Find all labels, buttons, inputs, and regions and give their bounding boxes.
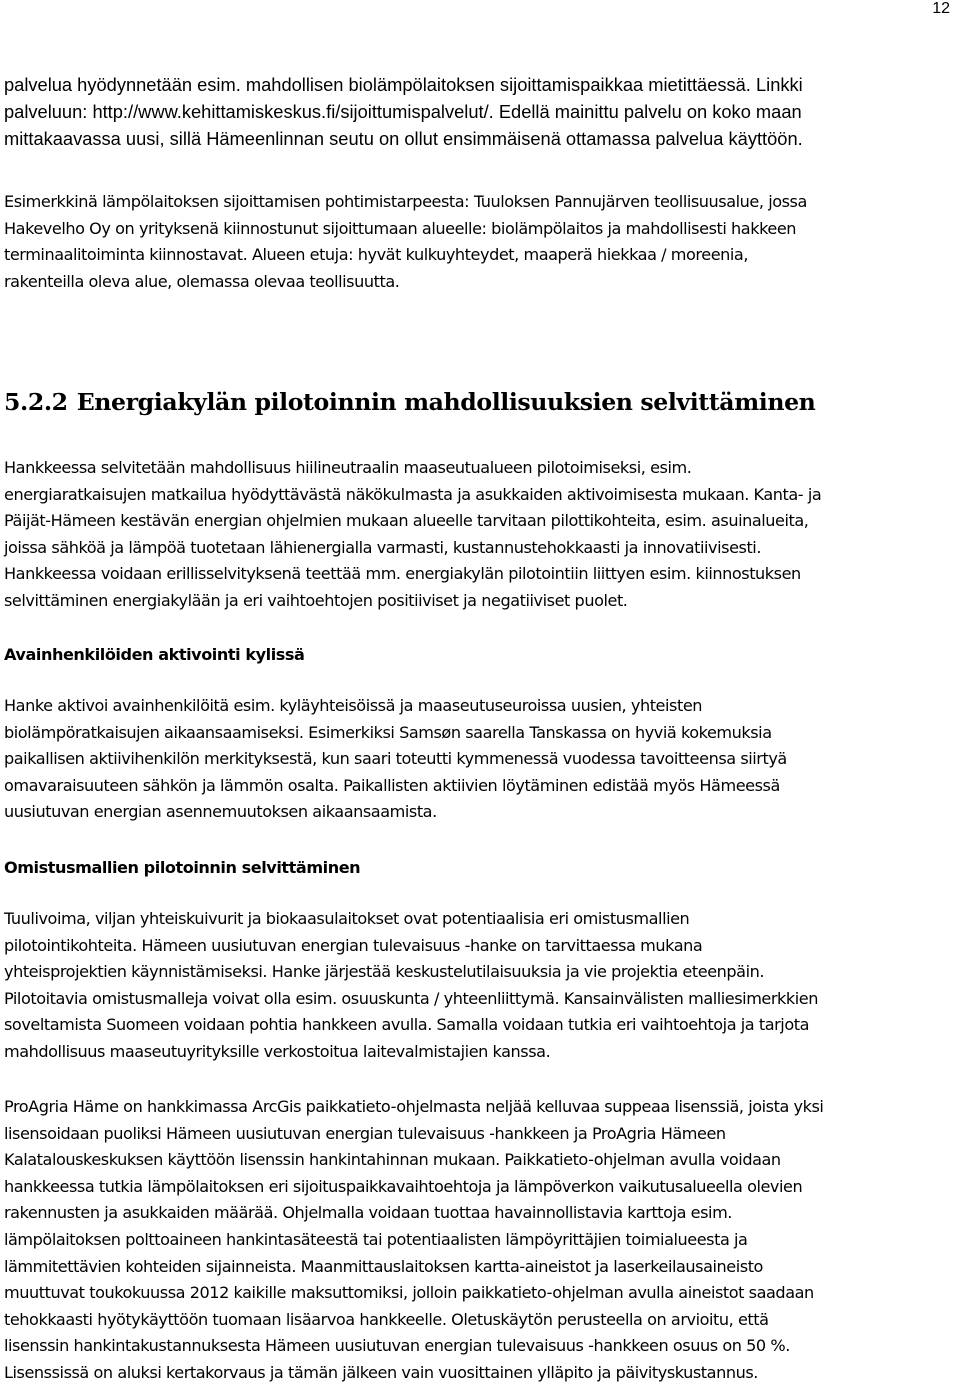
paragraph-line: joissa sähköä ja lämpöä tuotetaan lähienergialla varmasti, kustannustehokkaasti ja innovatiivisesti.: [4, 537, 761, 557]
paragraph-line: soveltamista Suomeen voidaan pohtia hankkeen avulla. Samalla voidaan tutkia eri vaihtoehtoja ja tarjota: [4, 1015, 809, 1035]
paragraph-line: tehokkaasti hyötykäyttöön tuomaan lisäarvoa hankkeelle. Oletuskäytön perusteella on arvioitu, että: [4, 1309, 769, 1329]
paragraph-line: muuttuvat toukokuussa 2012 kaikille maksuttomiksi, jolloin paikkatieto-ohjelman avulla aineistot saadaan: [4, 1283, 814, 1303]
section-number: 5.2.2: [4, 388, 68, 416]
paragraph-line: paikallisen aktiivihenkilön merkityksestä, kun saari toteutti kymmenessä vuodessa tavoitteensa siirtyä: [4, 749, 787, 769]
page-number: 12: [932, 0, 950, 17]
paragraph-line: Hankkeessa selvitetään mahdollisuus hiilineutraalin maaseutualueen pilotoimiseksi, esim.: [4, 458, 692, 477]
paragraph-line: lämmitettävien kohteiden sijainneista. Maanmittauslaitoksen kartta-aineistot ja laserkeilausaineisto: [4, 1256, 763, 1276]
paragraph-line: Pilotoitavia omistusmalleja voivat olla esim. osuuskunta / yhteenliittymä. Kansainvälisten malliesimerkkien: [4, 988, 819, 1008]
paragraph-line: pilotointikohteita. Hämeen uusiutuvan energian tulevaisuus -hanke on tarvittaessa mukana: [4, 935, 703, 955]
intro-line: palvelua hyödynnetään esim. mahdollisen biolämpölaitoksen sijoittamispaikkaa mietittäessä. Linkki: [4, 74, 803, 95]
example-paragraph: [4, 189, 954, 295]
paragraph-line: yhteisprojektien käynnistämiseksi. Hanke järjestää keskustelutilaisuuksia ja vie projektia eteenpäin.: [4, 962, 765, 982]
paragraph-line: Esimerkkinä lämpölaitoksen sijoittamisen pohtimistarpeesta: Tuuloksen Pannujärven teollisuusalue, jossa: [4, 192, 807, 211]
paragraph-line: ProAgria Häme on hankkimassa ArcGis paikkatieto-ohjelmasta neljää kelluvaa suppeaa lisenssiä, joista yksi: [4, 1097, 824, 1116]
paragraph-line: terminaalitoiminta kiinnostavat. Alueen etuja: hyvät kulkuyhteydet, maaperä hiekkaa / moreenia,: [4, 245, 748, 265]
paragraph-line: Lisenssissä on aluksi kertakorvaus ja tämän jälkeen vain vuosittainen ylläpito ja päivityskustannus.: [4, 1362, 758, 1382]
intro-line: [4, 98, 954, 125]
activation-paragraph: [4, 693, 954, 826]
paragraph-line: hankkeessa tutkia lämpölaitoksen eri sijoituspaikkavaihtoehtoja ja lämpöverkon vaikutusalueella olevien: [4, 1176, 803, 1196]
paragraph-line: Hanke aktivoi avainhenkilöitä esim. kyläyhteisöissä ja maaseutuseuroissa uusien, yhteisten: [4, 696, 703, 715]
paragraph-line: rakennusten ja asukkaiden määrää. Ohjelmalla voidaan tuottaa havainnollistavia karttoja esim.: [4, 1203, 732, 1223]
paragraph-line: biolämpöratkaisujen aikaansaamiseksi. Esimerkiksi Samsøn saarella Tanskassa on hyviä kokemuksia: [4, 722, 772, 742]
intro-line: mittakaavassa uusi, sillä Hämeenlinnan seutu on ollut ensimmäisenä ottamassa palvelua käyttöön.: [4, 128, 803, 149]
ownership-paragraph: [4, 906, 954, 1066]
paragraph-line: Päijät-Hämeen kestävän energian ohjelmien mukaan alueelle tarvitaan pilottikohteita, esim. asuinalueita,: [4, 511, 809, 531]
paragraph-line: Tuulivoima, viljan yhteiskuivurit ja biokaasulaitokset ovat potentiaalisia eri omistusmallien: [4, 909, 690, 928]
intro-paragraph: [4, 71, 954, 152]
paragraph-line: lämpölaitoksen polttoaineen hankintasäteestä tai potentiaalisten lämpöyrittäjien toimialueesta ja: [4, 1229, 748, 1249]
paragraph-line: mahdollisuus maaseutuyrityksille verkostoitua laitevalmistajien kanssa.: [4, 1041, 551, 1061]
section-heading: [4, 388, 815, 416]
paragraph-line: lisenssin hankintakustannuksesta Hämeen uusiutuvan energian tulevaisuus -hankkeen osuus on 50 %.: [4, 1336, 790, 1356]
intro-line-prefix: palveluun:: [4, 101, 93, 122]
subsection-heading-ownership: Omistusmallien pilotoinnin selvittäminen: [4, 858, 361, 877]
paragraph-line: energiaratkaisujen matkailua hyödyttävästä näkökulmasta ja asukkaiden aktivoimisesta mukaan. Kanta- ja: [4, 484, 822, 504]
paragraph-line: Hankkeessa voidaan erillisselvityksenä teettää mm. energiakylän pilotointiin liittyen esim. kiinnostuksen: [4, 564, 801, 584]
paragraph-line: omavaraisuuteen sähkön ja lämmön osalta. Paikallisten aktiivien löytäminen edistää myös Hämeessä: [4, 775, 780, 795]
paragraph-line: Kalatalouskeskuksen käyttöön lisenssin hankintahinnan mukaan. Paikkatieto-ohjelman avulla voidaan: [4, 1150, 781, 1170]
paragraph-line: selvittäminen energiakylään ja eri vaihtoehtojen positiiviset ja negatiiviset puolet.: [4, 590, 628, 610]
paragraph-line: lisensoidaan puoliksi Hämeen uusiutuvan energian tulevaisuus -hankkeen ja ProAgria Hämeen: [4, 1123, 726, 1143]
arcgis-paragraph: [4, 1094, 954, 1387]
section-title: Energiakylän pilotoinnin mahdollisuuksien selvittäminen: [76, 388, 816, 416]
subsection-heading-activation: Avainhenkilöiden aktivointi kylissä: [4, 645, 305, 664]
service-link[interactable]: http://www.kehittamiskeskus.fi/sijoittumispalvelut/: [92, 101, 489, 122]
paragraph-line: uusiutuvan energian asennemuutoksen aikaansaamista.: [4, 802, 437, 822]
paragraph-line: rakenteilla oleva alue, olemassa olevaa teollisuutta.: [4, 271, 400, 291]
paragraph-line: Hakevelho Oy on yrityksenä kiinnostunut sijoittumaan alueelle: biolämpölaitos ja mahdollisesti hakkeen: [4, 218, 797, 238]
intro-line-suffix: . Edellä mainittu palvelu on koko maan: [488, 101, 802, 122]
section-intro-paragraph: [4, 455, 954, 615]
